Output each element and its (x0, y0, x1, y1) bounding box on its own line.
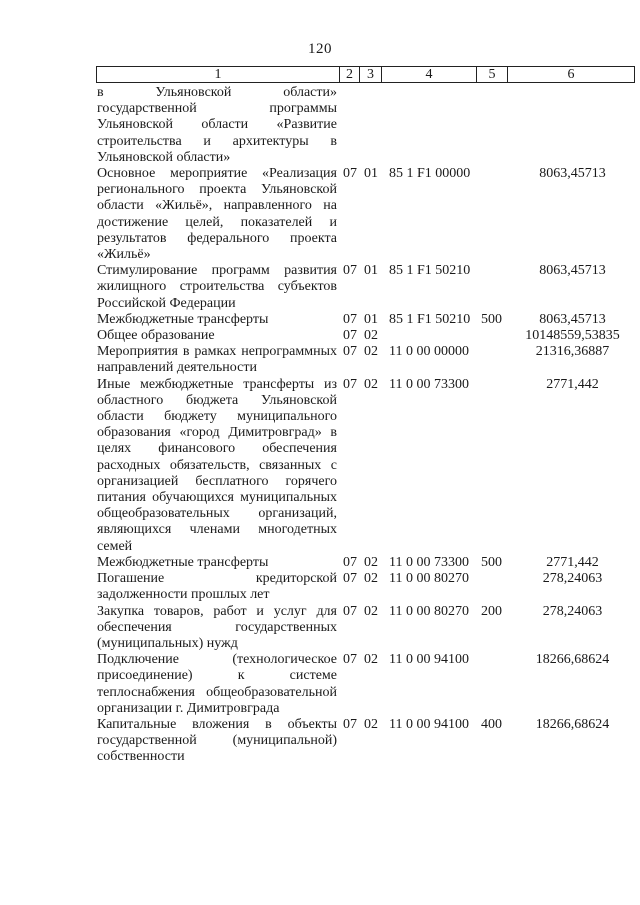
amount: 8063,45713 (539, 311, 606, 327)
target-article-code: 11 0 00 00000 (389, 344, 469, 360)
amount: 8063,45713 (539, 263, 606, 279)
section-code: 07 (343, 716, 357, 732)
expense-type-code: 500 (481, 554, 502, 570)
row-description: Капитальные вложения в объекты государственной (муниципальной) собственности (97, 716, 337, 765)
amount: 8063,45713 (539, 166, 606, 182)
target-article-code: 11 0 00 73300 (389, 376, 469, 392)
section-code: 07 (343, 263, 357, 279)
section-code: 07 (343, 344, 357, 360)
table-body (96, 85, 635, 766)
target-article-code: 11 0 00 80270 (389, 571, 469, 587)
target-article-code: 85 1 F1 50210 (389, 311, 471, 327)
amount: 278,24063 (542, 603, 603, 619)
page-number: 120 (308, 41, 332, 57)
row-description: Межбюджетные трансферты (97, 311, 269, 327)
amount: 18266,68624 (535, 652, 610, 668)
subsection-code: 02 (364, 652, 378, 668)
section-code: 07 (343, 603, 357, 619)
expense-type-code: 400 (481, 716, 502, 732)
table-row (96, 571, 635, 603)
table-header (96, 66, 635, 83)
section-code: 07 (343, 652, 357, 668)
section-code: 07 (343, 166, 357, 182)
amount: 278,24063 (542, 571, 603, 587)
row-description: Иные межбюджетные трансферты из областного бюджета Ульяновской области бюджету муниципального образования «город Димитровград» в целях финансового обеспечения расходных обязательств, связанных с организацией бесплатного горячего питания обучающихся муниципальных общеобразовательных организаций, являющихся членами многодетных семей (97, 376, 337, 554)
subsection-code: 02 (364, 716, 378, 732)
column-header-2: 2 (340, 67, 360, 82)
target-article-code: 11 0 00 80270 (389, 603, 469, 619)
table-row (96, 604, 635, 653)
amount: 10148559,53835 (525, 328, 620, 344)
table-row (96, 166, 635, 263)
row-description: Межбюджетные трансферты (97, 554, 269, 570)
amount: 18266,68624 (535, 716, 610, 732)
table-row (96, 555, 635, 571)
table-row (96, 263, 635, 312)
table-row (96, 377, 635, 555)
amount: 21316,36887 (535, 344, 610, 360)
amount: 2771,442 (546, 376, 599, 392)
section-code: 07 (343, 376, 357, 392)
section-code: 07 (343, 571, 357, 587)
table-row (96, 344, 635, 376)
column-header-5: 5 (477, 67, 508, 82)
target-article-code: 11 0 00 94100 (389, 716, 469, 732)
amount: 2771,442 (546, 554, 599, 570)
row-description: Закупка товаров, работ и услуг для обеспечения государственных (муниципальных) нужд (97, 603, 337, 651)
column-header-1: 1 (97, 67, 340, 82)
row-description: Стимулирование программ развития жилищного строительства субъектов Российской Федерации (97, 263, 337, 311)
table-row (96, 652, 635, 717)
column-header-4: 4 (382, 67, 477, 82)
row-description: Погашение кредиторской задолженности прошлых лет (97, 571, 337, 603)
subsection-code: 01 (364, 263, 378, 279)
table-row (96, 312, 635, 328)
target-article-code: 11 0 00 94100 (389, 652, 469, 668)
row-description: Общее образование (97, 328, 215, 344)
row-description: Основное мероприятие «Реализация регионального проекта Ульяновской области «Жильё», направленного на достижение целей, показателей и результатов федерального проекта «Жильё» (97, 166, 337, 263)
section-code: 07 (343, 554, 357, 570)
row-description: Подключение (технологическое присоединение) к системе теплоснабжения общеобразовательной организации г. Димитровграда (97, 652, 337, 716)
subsection-code: 02 (364, 328, 378, 344)
subsection-code: 01 (364, 311, 378, 327)
section-code: 07 (343, 328, 357, 344)
column-header-6: 6 (567, 67, 575, 82)
target-article-code: 11 0 00 73300 (389, 554, 469, 570)
expense-type-code: 200 (481, 603, 502, 619)
column-header-3: 3 (360, 67, 382, 82)
subsection-code: 02 (364, 571, 378, 587)
row-description: Мероприятия в рамках непрограммных направлений деятельности (97, 344, 337, 376)
table-row (96, 328, 635, 344)
subsection-code: 02 (364, 376, 378, 392)
target-article-code: 85 1 F1 00000 (389, 166, 471, 182)
table-row (96, 85, 635, 166)
row-description: в Ульяновской области» государственной программы Ульяновской области «Развитие строительства и архитектуры в Ульяновской области» (97, 85, 337, 165)
subsection-code: 02 (364, 603, 378, 619)
subsection-code: 02 (364, 554, 378, 570)
section-code: 07 (343, 311, 357, 327)
target-article-code: 85 1 F1 50210 (389, 263, 471, 279)
expense-type-code: 500 (481, 311, 502, 327)
subsection-code: 02 (364, 344, 378, 360)
table-row (96, 717, 635, 766)
subsection-code: 01 (364, 166, 378, 182)
